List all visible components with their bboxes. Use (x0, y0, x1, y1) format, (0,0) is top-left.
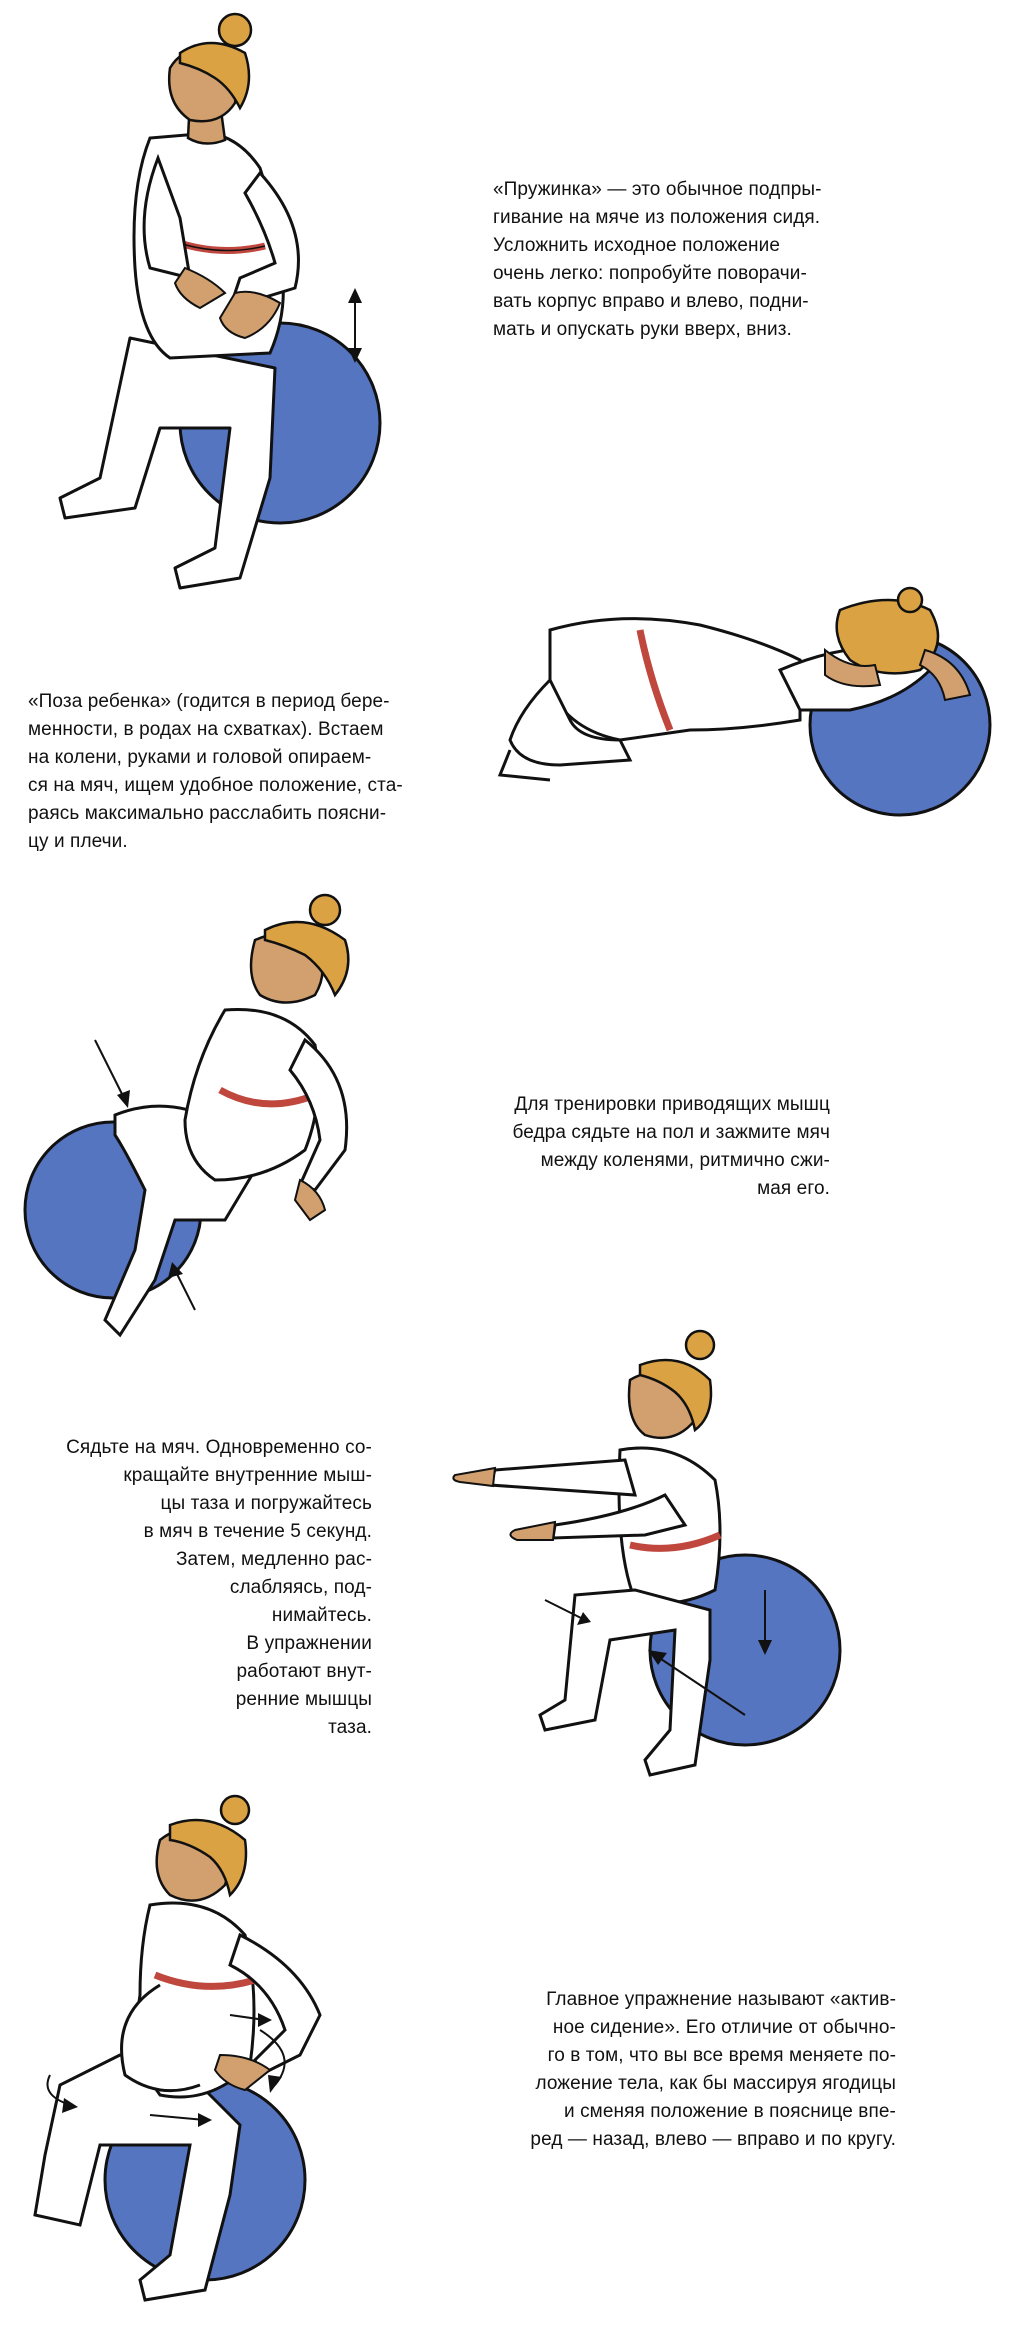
text-line: ренние мышцы (235, 1689, 372, 1710)
text-line: мая его. (757, 1178, 830, 1199)
text-line: ся на мяч, ищем удобное положение, ста- (28, 775, 403, 796)
text-line: вать корпус вправо и влево, подни- (493, 291, 809, 312)
exercise-3-text (430, 1091, 830, 1203)
figure-child-pose (500, 590, 1000, 815)
text-line: «Поза ребенка» (годится в период бере- (28, 691, 390, 712)
text-line: кращайте внутренние мыш- (123, 1465, 372, 1486)
text-line: го в том, что вы все время меняете по- (547, 2045, 896, 2066)
text-line: бедра сядьте на пол и зажмите мяч (512, 1122, 830, 1143)
text-line: работают внут- (236, 1661, 372, 1682)
text-line: слабляясь, под- (229, 1577, 372, 1598)
text-line: «Пружинка» — это обычное подпры- (493, 179, 822, 200)
text-line: Сядьте на мяч. Одновременно со- (66, 1437, 372, 1458)
text-line: таза. (328, 1717, 372, 1738)
exercise-1-text (493, 176, 913, 344)
exercise-4-text (0, 1434, 372, 1742)
text-line: В упражнении (246, 1633, 372, 1654)
figure-pelvic-contraction (445, 1320, 845, 1810)
text-line: цу и плечи. (28, 831, 128, 852)
text-line: гивание на мяче из положения сидя. (493, 207, 821, 228)
exercise-5-text (440, 1986, 896, 2154)
figure-spring (40, 8, 400, 598)
text-line: в мяч в течение 5 секунд. (143, 1521, 372, 1542)
text-line: мать и опускать руки вверх, вниз. (493, 319, 792, 340)
text-line: очень легко: попробуйте поворачи- (493, 263, 807, 284)
text-line: цы таза и погружайтесь (160, 1493, 372, 1514)
text-line: менности, в родах на схватках). Встаем (28, 719, 384, 740)
figure-active-sitting (30, 1815, 370, 2320)
text-line: Для тренировки приводящих мышц (514, 1094, 830, 1115)
text-line: нимайтесь. (271, 1605, 372, 1626)
text-line: ное сидение». Его отличие от обычно- (552, 2017, 896, 2038)
text-line: Усложнить исходное положение (493, 235, 781, 256)
text-line: Затем, медленно рас- (175, 1549, 372, 1570)
text-line: ред — назад, влево — вправо и по кругу. (530, 2129, 896, 2150)
figure-adductor-squeeze (25, 890, 380, 1370)
text-line: на колени, руками и головой опираем- (28, 747, 372, 768)
text-line: и сменяя положение в пояснице впе- (563, 2101, 896, 2122)
text-line: Главное упражнение называют «актив- (546, 1989, 896, 2010)
text-line: ложение тела, как бы массируя ягодицы (535, 2073, 896, 2094)
text-line: раясь максимально расслабить поясни- (28, 803, 387, 824)
text-line: между коленями, ритмично сжи- (540, 1150, 830, 1171)
exercise-2-text (28, 688, 458, 856)
